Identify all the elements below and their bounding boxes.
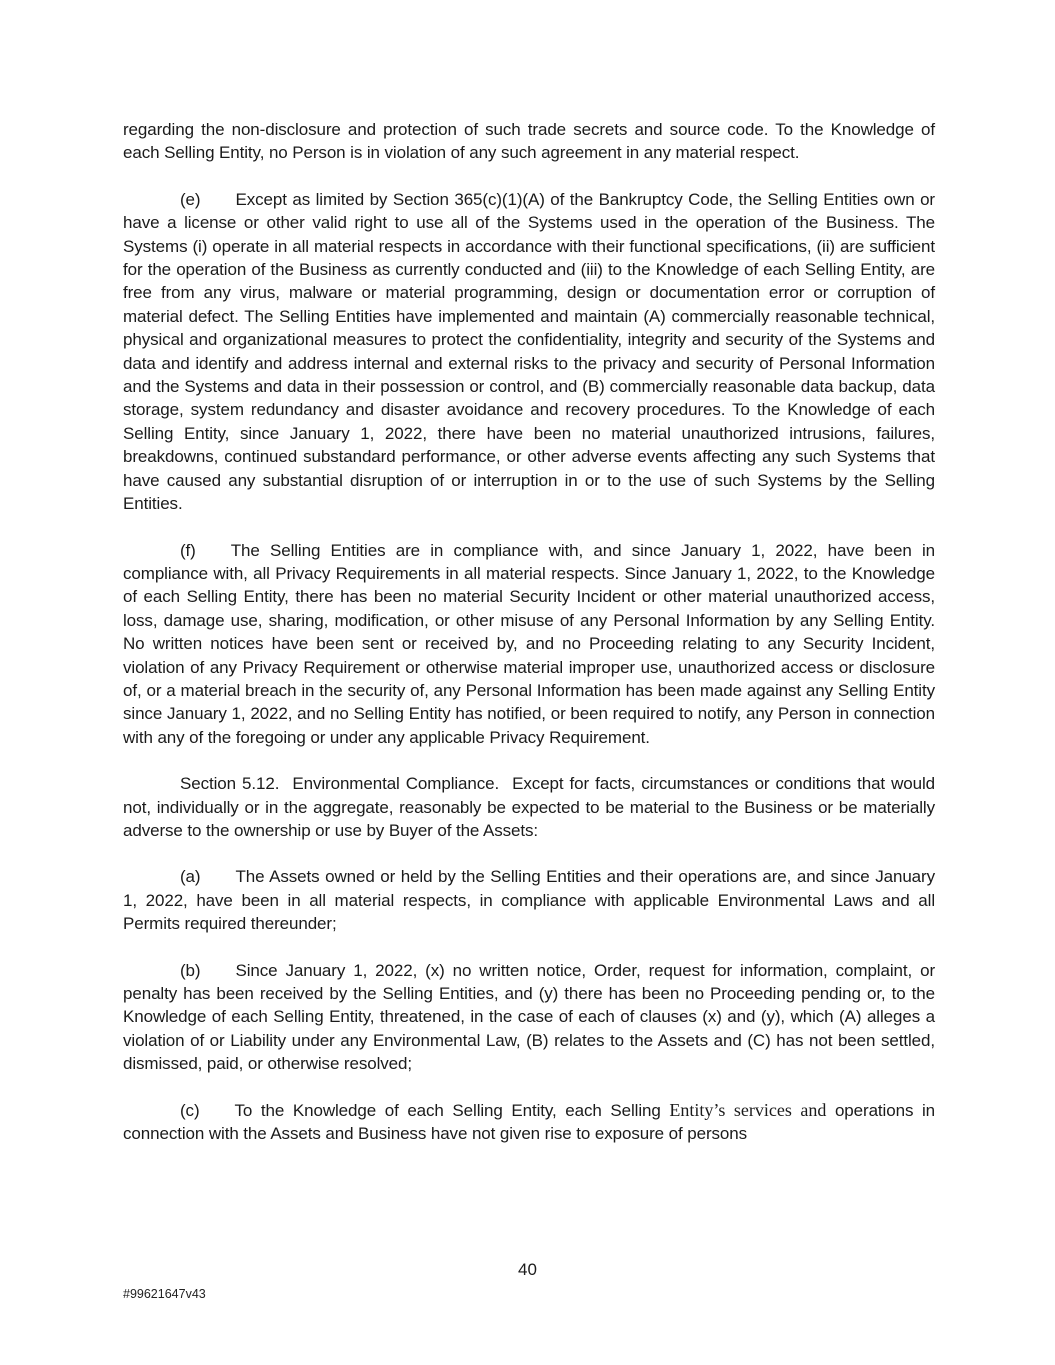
paragraph-section-5-12 <box>123 772 935 842</box>
document-id: #99621647v43 <box>123 1287 206 1301</box>
paragraph-b-text: Since January 1, 2022, (x) no written notice, Order, request for information, complaint, or penalty has been received by the Selling Entities, and (y) there has been no Proceeding pending or, to the Knowledge of each Selling Entity, threatened, in the case of each of clauses (x) and (y), which (A) alleges a violation of or Liability under any Environmental Law, (B) relates to the Assets and (C) has not been settled, dismissed, paid, or otherwise resolved; <box>123 960 935 1074</box>
paragraph-f <box>123 539 935 750</box>
paragraph-a-text: The Assets owned or held by the Selling Entities and their operations are, and since January 1, 2022, have been in all material respects, in compliance with applicable Environmental Laws and all Permits required thereunder; <box>123 867 935 934</box>
page-number: 40 <box>518 1260 537 1279</box>
section-text: Except for facts, circumstances or conditions that would not, individually or in the aggregate, reasonably be expected to be material to the Business or be materially adverse to the ownership or use by Buyer of the Assets: <box>123 774 936 840</box>
paragraph-e-text: Except as limited by Section 365(c)(1)(A) of the Bankruptcy Code, the Selling Entities own or have a license or other valid right to use all of the Systems used in the operation of the Business. The Systems (i) operate in all material respects in accordance with their functional specifications, (ii) are sufficient for the operation of the Business as currently conducted and (iii) to the Knowledge of each Selling Entity, are free from any virus, malware or material programming, design or documentation error or corruption of material defect. The Selling Entities have implemented and maintain (A) commercially reasonable technical, physical and organizational measures to protect the confidentiality, integrity and security of the Systems and data and identify and address internal and external risks to the privacy and security of Personal Information and the Systems and data in their possession or control, and (B) commercially reasonable data backup, data storage, system redundancy and disaster avoidance and recovery procedures. To the Knowledge of each Selling Entity, since January 1, 2022, there have been no material unauthorized intrusions, failures, breakdowns, continued substandard performance, or other adverse events affecting any such Systems that have caused any substantial disruption of or interruption in or to the use of such Systems by the Selling Entities. <box>123 189 935 514</box>
paragraph-continuation: regarding the non-disclosure and protection of such trade secrets and source code. To the Knowledge of each Selling Entity, no Person is in violation of any such agreement in any material respect. <box>123 120 935 163</box>
section-number: Section 5.12. <box>180 774 280 794</box>
paragraph-c-label: (c) <box>180 1100 200 1120</box>
paragraph-c <box>123 1099 935 1146</box>
paragraph-b <box>123 959 935 1076</box>
paragraph-e-label: (e) <box>180 189 201 209</box>
paragraph-e <box>123 188 935 516</box>
paragraph-a-label: (a) <box>180 867 201 887</box>
document-body <box>123 118 935 1168</box>
section-title: Environmental Compliance. <box>292 774 500 794</box>
paragraph-f-label: (f) <box>180 540 196 560</box>
paragraph-a <box>123 865 935 935</box>
paragraph-c-text-end: operations in connection with the Assets and Business have not given rise to exposure of persons <box>123 1100 936 1144</box>
paragraph-b-label: (b) <box>180 960 201 980</box>
paragraph-c-text-start: To the Knowledge of each Selling Entity, each Selling <box>234 1100 670 1120</box>
paragraph-c-text-serif: Entity’s services and <box>669 1099 827 1120</box>
paragraph-f-text: The Selling Entities are in compliance with, and since January 1, 2022, have been in compliance with, all Privacy Requirements in all material respects. Since January 1, 2022, to the Knowledge of each Selling Entity, there has been no material Security Incident or other material unauthorized access, loss, damage use, sharing, modification, or other misuse of any Personal Information by any Selling Entity. No written notices have been sent or received by, and no Proceeding relating to any Security Incident, violation of any Privacy Requirement or otherwise material improper use, unauthorized access or disclosure of, or a material breach in the security of, any Personal Information has been made against any Selling Entity since January 1, 2022, and no Selling Entity has notified, or been required to notify, any Person in connection with any of the foregoing or under any applicable Privacy Requirement. <box>123 540 935 747</box>
